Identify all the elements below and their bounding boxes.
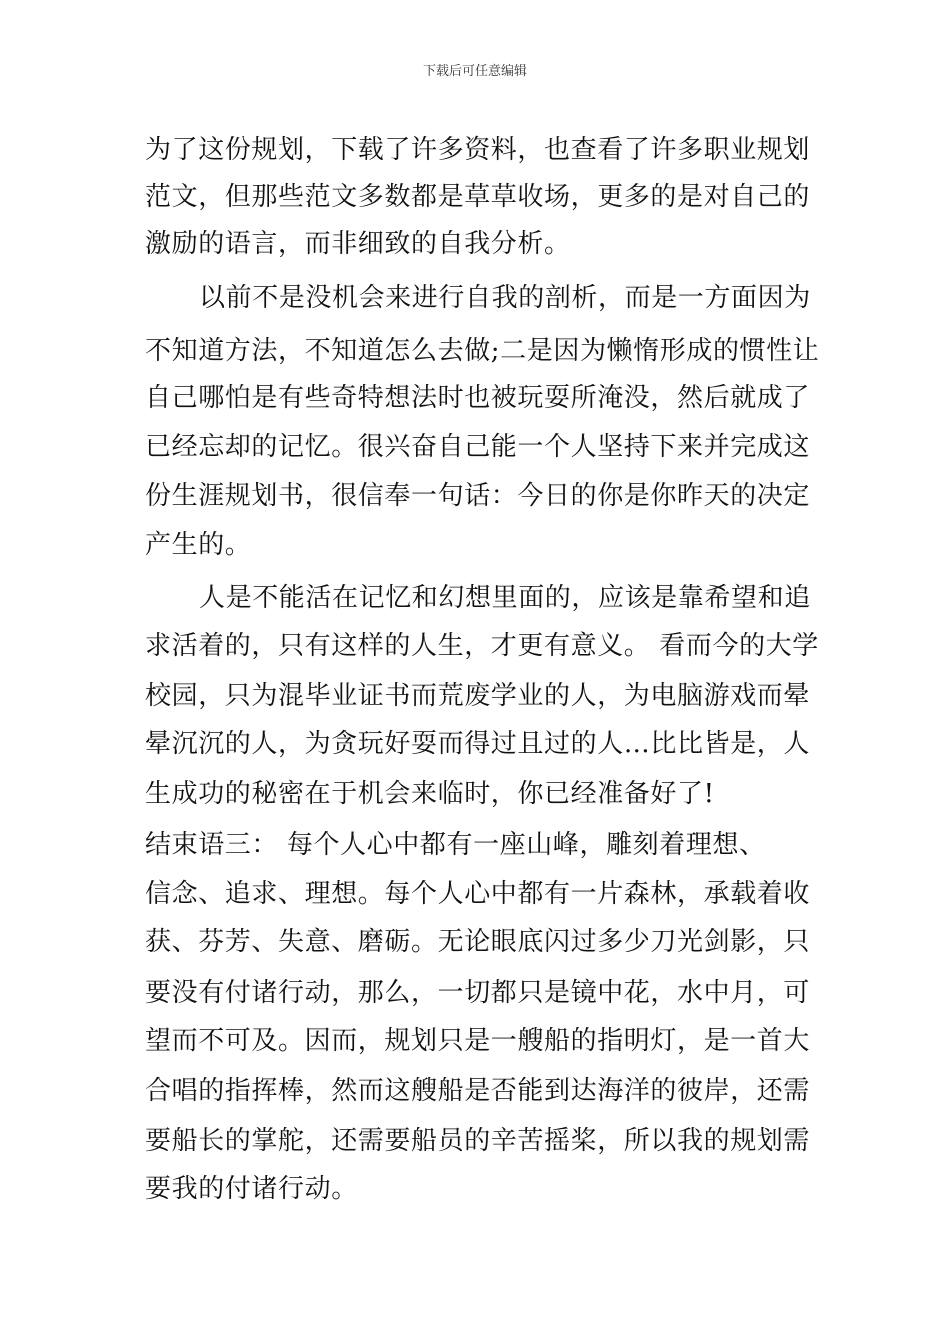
text-line: 要没有付诸行动，那么，一切都只是镜中花，水中月，可: [145, 978, 811, 1008]
text-line: 范文，但那些范文多数都是草草收场，更多的是对自己的: [145, 182, 811, 212]
text-line: 已经忘却的记忆。很兴奋自己能一个人坚持下来并完成这: [145, 432, 811, 462]
text-line: 晕沉沉的人，为贪玩好耍而得过且过的人…比比皆是，人: [145, 729, 811, 759]
text-line: 要船长的掌舵，还需要船员的辛苦摇桨，所以我的规划需: [145, 1126, 811, 1156]
page-header: 下载后可任意编辑: [422, 64, 527, 79]
text-line: 产生的。: [145, 530, 252, 560]
text-line: 份生涯规划书，很信奉一句话：今日的你是你昨天的决定: [145, 481, 811, 511]
text-line: 合唱的指挥棒，然而这艘船是否能到达海洋的彼岸，还需: [145, 1076, 811, 1106]
text-line: 自己哪怕是有些奇特想法时也被玩耍所淹没，然后就成了: [145, 383, 811, 413]
text-line: 结束语三： 每个人心中都有一座山峰，雕刻着理想、: [145, 830, 766, 860]
text-line: 信念、追求、理想。每个人心中都有一片森林，承载着收: [145, 879, 811, 909]
text-line: 生成功的秘密在于机会来临时，你已经准备好了!: [145, 779, 715, 809]
text-line: 以前不是没机会来进行自我的剖析，而是一方面因为: [199, 283, 811, 313]
text-line: 人是不能活在记忆和幻想里面的，应该是靠希望和追: [199, 583, 811, 613]
text-line: 要我的付诸行动。: [145, 1174, 358, 1204]
text-line: 求活着的，只有这样的人生，才更有意义。 看而今的大学: [145, 631, 819, 661]
text-line: 为了这份规划，下载了许多资料，也查看了许多职业规划: [145, 135, 811, 165]
text-line: 校园，只为混毕业证书而荒废学业的人，为电脑游戏而晕: [145, 681, 811, 711]
text-line: 不知道方法，不知道怎么去做;二是因为懒惰形成的惯性让: [145, 336, 820, 366]
text-line: 望而不可及。因而，规划只是一艘船的指明灯，是一首大: [145, 1026, 811, 1056]
text-line: 获、芬芳、失意、磨砺。无论眼底闪过多少刀光剑影，只: [145, 927, 811, 957]
text-line: 激励的语言，而非细致的自我分析。: [145, 229, 571, 259]
